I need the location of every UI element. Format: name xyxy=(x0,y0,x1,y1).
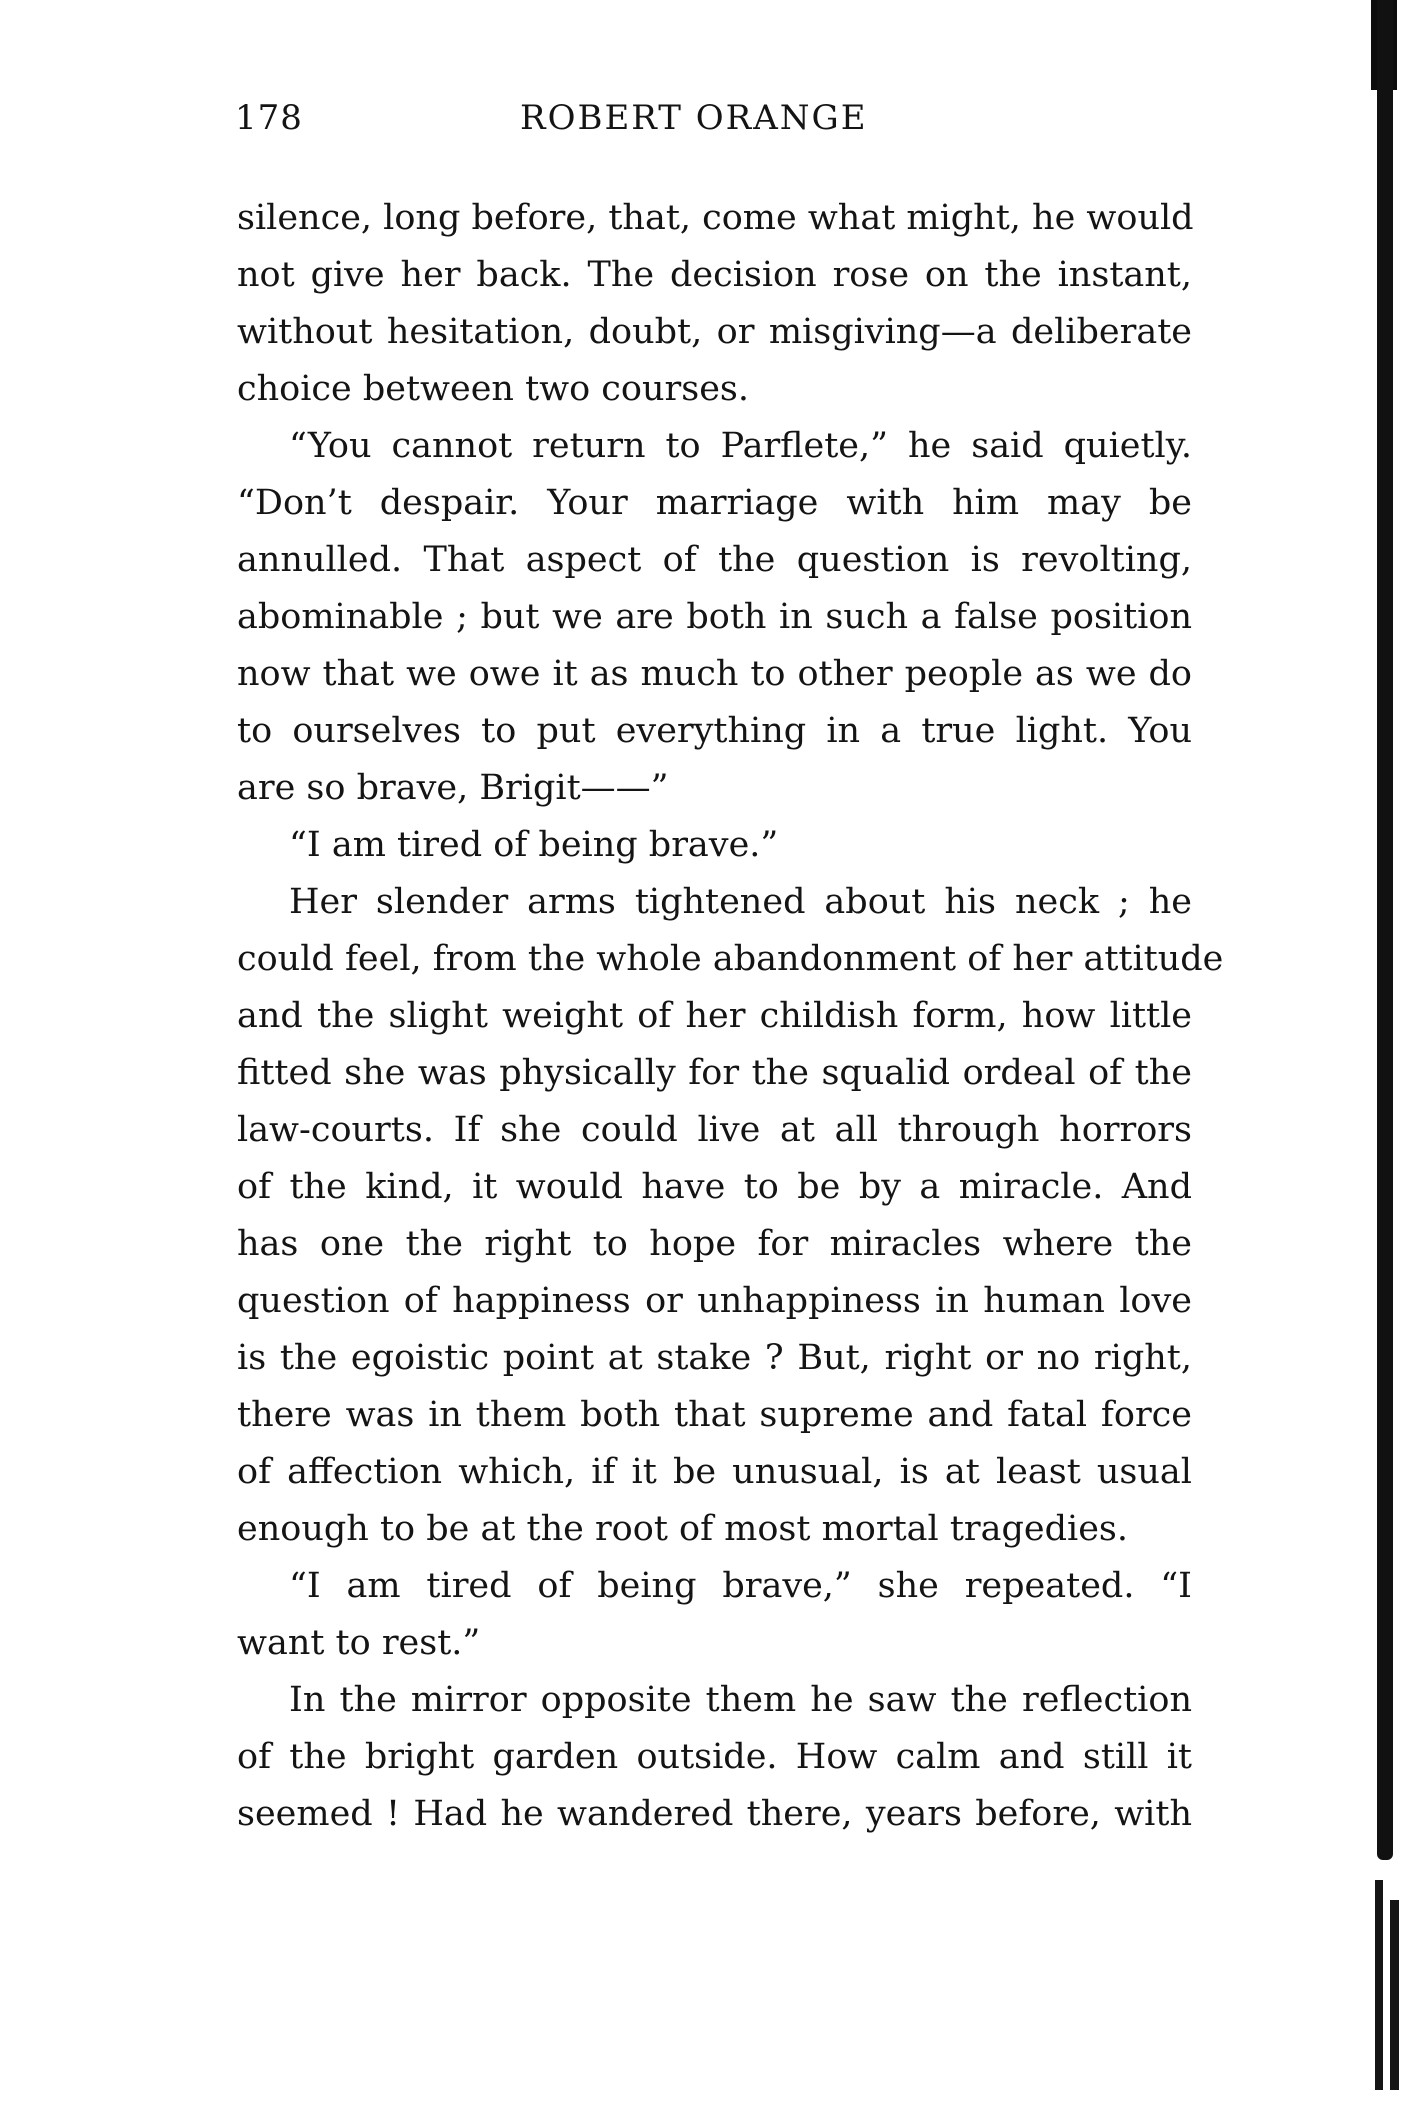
text-line: of the bright garden outside. How calm and still it xyxy=(237,1737,1192,1777)
text-line: to ourselves to put everything in a true light. You xyxy=(237,711,1192,751)
text-line: now that we owe it as much to other people as we do xyxy=(237,654,1192,694)
scan-edge-bottom-right xyxy=(1390,1900,1399,2090)
text-line: not give her back. The decision rose on the instant, xyxy=(237,255,1192,295)
text-line: without hesitation, doubt, or misgiving—a deliberate xyxy=(237,312,1192,352)
text-line: has one the right to hope for miracles where the xyxy=(237,1224,1192,1264)
text-line: could feel, from the whole abandonment of her attitude xyxy=(237,939,1224,979)
text-line: there was in them both that supreme and fatal force xyxy=(237,1395,1192,1435)
text-line: and the slight weight of her childish form, how little xyxy=(237,996,1192,1036)
text-line: “You cannot return to Parflete,” he said quietly. xyxy=(289,426,1192,466)
text-line: of the kind, it would have to be by a miracle. And xyxy=(237,1167,1192,1207)
text-line: question of happiness or unhappiness in human love xyxy=(237,1281,1192,1321)
page-number: 178 xyxy=(235,98,303,138)
text-line: “I am tired of being brave.” xyxy=(289,825,779,865)
text-line: law-courts. If she could live at all through horrors xyxy=(237,1110,1192,1150)
text-line: seemed ! Had he wandered there, years before, with xyxy=(237,1794,1192,1834)
page-header xyxy=(235,98,1235,146)
text-line: abominable ; but we are both in such a false position xyxy=(237,597,1192,637)
scan-edge-bottom-left xyxy=(1375,1880,1383,2090)
text-line: of affection which, if it be unusual, is at least usual xyxy=(237,1452,1192,1492)
text-line: choice between two courses. xyxy=(237,369,750,409)
body-text xyxy=(237,190,1224,1843)
scan-edge-shadow xyxy=(1361,0,1411,2103)
text-line: annulled. That aspect of the question is revolting, xyxy=(237,540,1192,580)
text-line: enough to be at the root of most mortal tragedies. xyxy=(237,1509,1128,1549)
text-line: fitted she was physically for the squalid ordeal of the xyxy=(237,1053,1192,1093)
scan-edge-main xyxy=(1377,0,1393,1860)
text-line: is the egoistic point at stake ? But, right or no right, xyxy=(237,1338,1192,1378)
text-line: “I am tired of being brave,” she repeated. “I xyxy=(289,1566,1192,1606)
text-line: In the mirror opposite them he saw the reflection xyxy=(289,1680,1192,1720)
text-line: are so brave, Brigit——” xyxy=(237,768,669,808)
text-line: Her slender arms tightened about his neck ; he xyxy=(289,882,1192,922)
text-line: “Don’t despair. Your marriage with him may be xyxy=(237,483,1192,523)
text-line: want to rest.” xyxy=(237,1623,481,1663)
text-line: silence, long before, that, come what might, he would xyxy=(237,198,1194,238)
running-title: ROBERT ORANGE xyxy=(520,98,868,138)
